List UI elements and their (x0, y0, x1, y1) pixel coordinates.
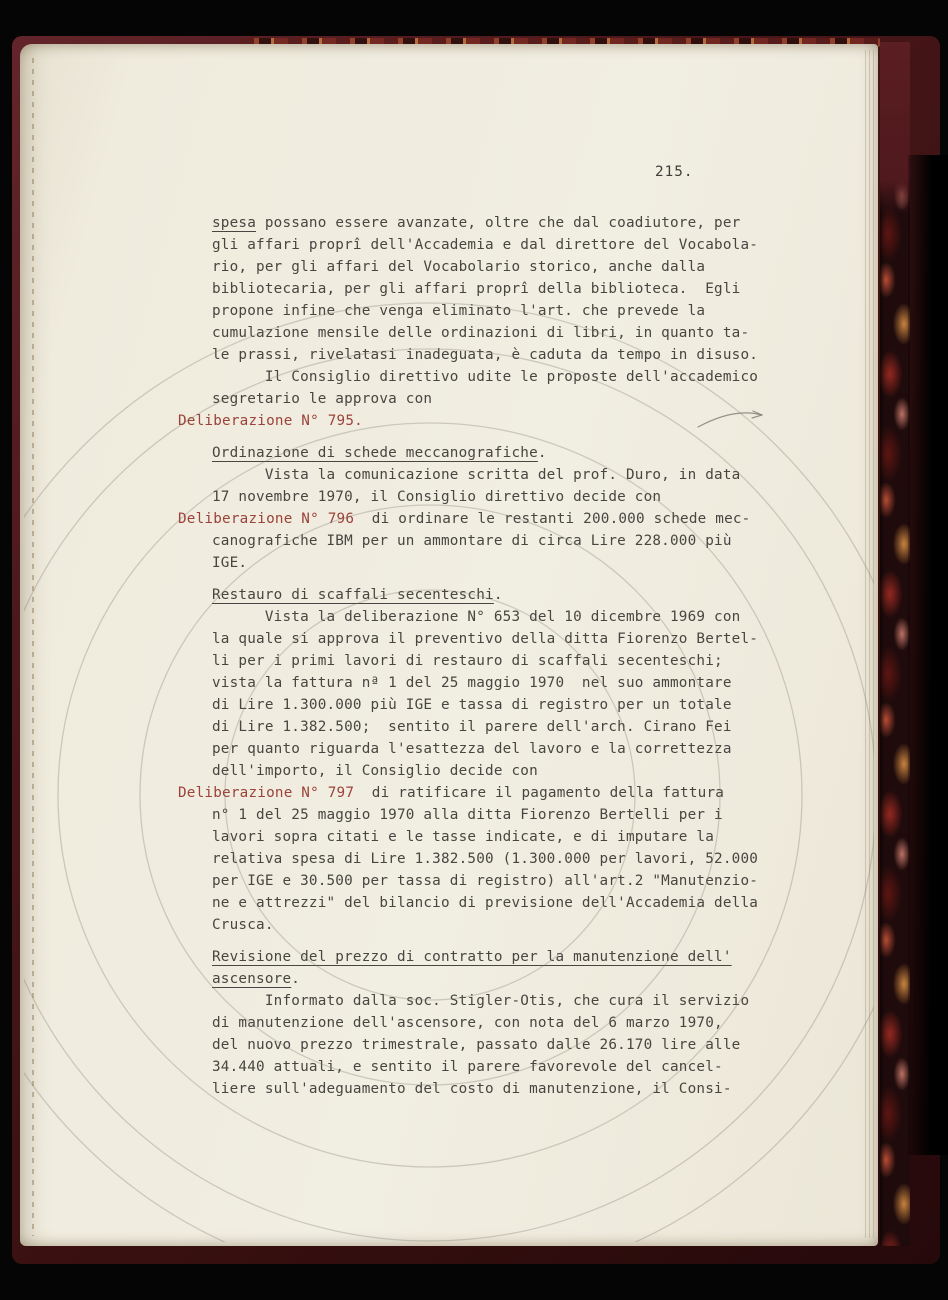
text-segment: li per i primi lavori di restauro di scaffali secenteschi; (212, 653, 723, 669)
text-segment: 17 novembre 1970, il Consiglio direttivo decide con (212, 489, 662, 505)
text-line (212, 234, 818, 256)
text-segment: vista la fattura nª 1 del 25 maggio 1970 nel suo ammontare (212, 675, 732, 691)
text-segment: bibliotecaria, per gli affari proprî della biblioteca. Egli (212, 281, 741, 297)
text-segment: relativa spesa di Lire 1.382.500 (1.300.000 per lavori, 52.000 (212, 851, 759, 867)
text-segment: . (291, 971, 301, 987)
text-line (212, 606, 818, 628)
text-segment: propone infine che venga eliminato l'art. che prevede la (212, 303, 706, 319)
text-segment: di Lire 1.382.500; sentito il parere dell'arch. Cirano Fei (212, 719, 732, 735)
text-segment: 34.440 attuali, e sentito il parere favorevole del cancel- (212, 1059, 723, 1075)
text-segment: Revisione del prezzo di contratto per la manutenzione dell' (212, 949, 732, 965)
text-line (212, 300, 818, 322)
text-line (212, 344, 818, 366)
text-line (212, 848, 818, 870)
page-edge-stack (862, 50, 877, 1238)
delib-block (178, 508, 818, 574)
text-segment: Crusca. (212, 917, 274, 933)
text-line (212, 826, 818, 848)
text-segment: ne e attrezzi" del bilancio di previsione dell'Accademia della (212, 895, 759, 911)
text-line (212, 990, 818, 1012)
text-line (212, 892, 818, 914)
text-line (212, 804, 818, 826)
text-segment: la quale si approva il preventivo della ditta Fiorenzo Bertel- (212, 631, 759, 647)
document-text (178, 212, 818, 1100)
text-segment: segretario le approva con (212, 391, 433, 407)
delib-block (178, 782, 818, 936)
text-line (178, 410, 818, 432)
text-line (212, 552, 818, 574)
text-segment: di Lire 1.300.000 più IGE e tassa di registro per un totale (212, 697, 732, 713)
text-line (212, 1034, 818, 1056)
para-block (212, 212, 818, 410)
text-segment: . (537, 445, 547, 461)
heading-block (212, 584, 818, 606)
text-segment: Il Consiglio direttivo udite le proposte dell'accademico (212, 369, 759, 385)
text-line (212, 584, 818, 606)
text-line (212, 968, 818, 990)
text-line (212, 486, 818, 508)
text-line (212, 278, 818, 300)
text-line (212, 1078, 818, 1100)
text-line (212, 914, 818, 936)
text-line (212, 366, 818, 388)
text-segment: cumulazione mensile delle ordinazioni di libri, in quanto ta- (212, 325, 750, 341)
text-line (212, 716, 818, 738)
heading-block (212, 442, 818, 464)
text-segment: liere sull'adeguamento del costo di manutenzione, il Consi- (212, 1081, 732, 1097)
text-segment: n° 1 del 25 maggio 1970 alla ditta Fiorenzo Bertelli per i (212, 807, 723, 823)
text-line (212, 1056, 818, 1078)
deliberation-label: Deliberazione N° 795. (178, 413, 363, 429)
text-line (212, 1012, 818, 1034)
text-line (212, 464, 818, 486)
text-line (178, 508, 818, 530)
text-segment: Informato dalla soc. Stigler-Otis, che cura il servizio (212, 993, 750, 1009)
text-segment: Vista la comunicazione scritta del prof. Duro, in data (212, 467, 741, 483)
deliberation-label: Deliberazione N° 797 (178, 785, 355, 801)
text-line (212, 530, 818, 552)
shadow-overlay (908, 155, 948, 1155)
text-segment: di ratificare il pagamento della fattura (354, 785, 725, 801)
heading-block (212, 946, 818, 990)
text-segment: possano essere avanzate, oltre che dal coadiutore, per (256, 215, 741, 231)
text-line (212, 738, 818, 760)
para-block (212, 990, 818, 1100)
text-segment: Ordinazione di schede meccanografiche (212, 445, 538, 461)
text-line (212, 256, 818, 278)
text-segment: gli affari proprî dell'Accademia e dal direttore del Vocabola- (212, 237, 759, 253)
deliberation-label: Deliberazione N° 796 (178, 511, 355, 527)
marbled-endpaper-edge (880, 42, 910, 1246)
text-segment: di ordinare le restanti 200.000 schede mec- (354, 511, 751, 527)
para-block (212, 464, 818, 508)
para-block (212, 606, 818, 782)
text-segment: per IGE e 30.500 per tassa di registro) all'art.2 "Manutenzio- (212, 873, 759, 889)
text-segment: IGE. (212, 555, 248, 571)
page-number: 215. (655, 164, 694, 180)
text-line (212, 650, 818, 672)
text-segment: spesa (212, 215, 257, 231)
text-segment: . (493, 587, 503, 603)
text-line (212, 694, 818, 716)
text-line (212, 672, 818, 694)
text-line (212, 628, 818, 650)
text-segment: le prassi, rivelatasi inadeguata, è caduta da tempo in disuso. (212, 347, 759, 363)
text-line (212, 870, 818, 892)
text-segment: canografiche IBM per un ammontare di circa Lire 228.000 più (212, 533, 732, 549)
text-segment: ascensore (212, 971, 292, 987)
text-line (212, 442, 818, 464)
text-segment: lavori sopra citati e le tasse indicate, e di imputare la (212, 829, 715, 845)
text-line (178, 782, 818, 804)
text-segment: Restauro di scaffali secenteschi (212, 587, 494, 603)
text-segment: di manutenzione dell'ascensore, con nota del 6 marzo 1970, (212, 1015, 723, 1031)
text-segment: Vista la deliberazione N° 653 del 10 dicembre 1969 con (212, 609, 741, 625)
text-segment: per quanto riguarda l'esattezza del lavoro e la correttezza (212, 741, 732, 757)
text-line (212, 322, 818, 344)
text-line (212, 946, 818, 968)
text-line (212, 760, 818, 782)
binding-gutter (32, 58, 34, 1236)
text-segment: dell'importo, il Consiglio decide con (212, 763, 538, 779)
text-line (212, 212, 818, 234)
text-segment: del nuovo prezzo trimestrale, passato dalle 26.170 lire alle (212, 1037, 741, 1053)
text-line (212, 388, 818, 410)
delib-block (178, 410, 818, 432)
text-segment: rio, per gli affari del Vocabolario storico, anche dalla (212, 259, 706, 275)
